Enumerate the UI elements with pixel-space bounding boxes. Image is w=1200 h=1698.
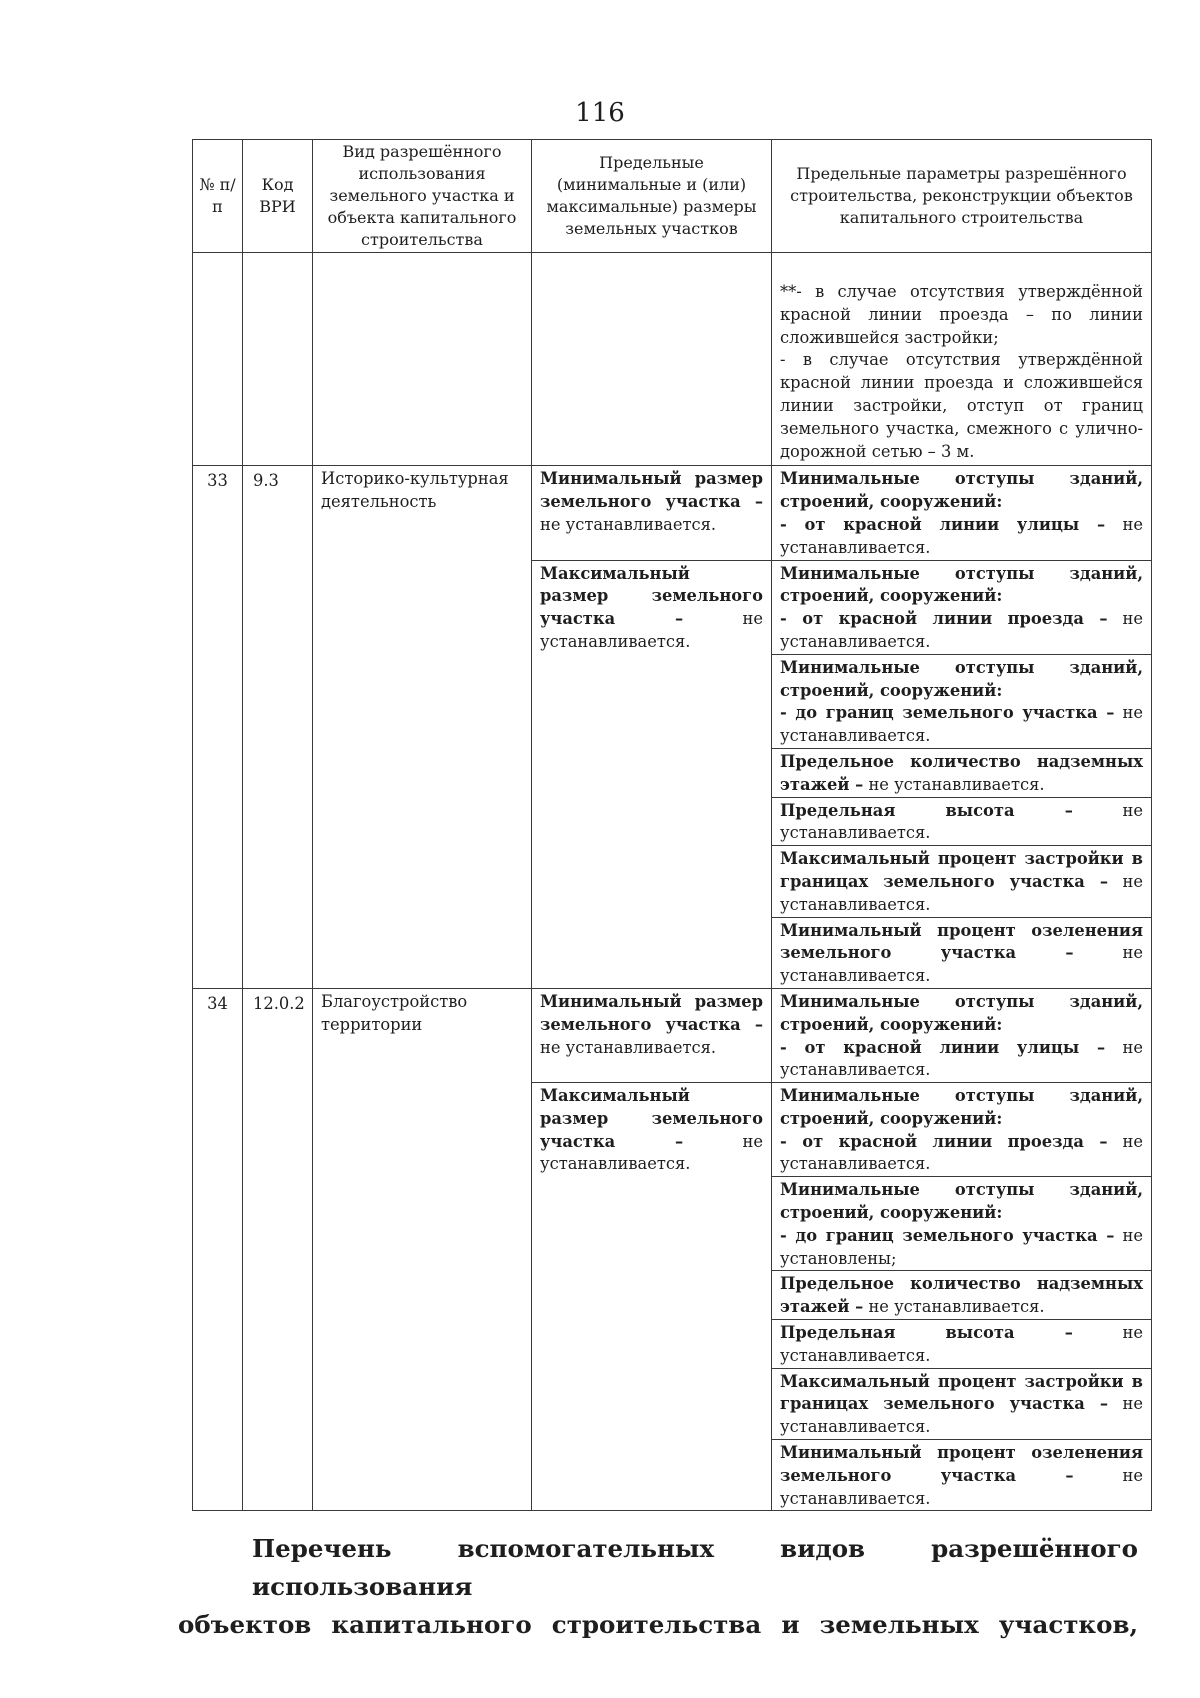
parameter-value: не устанавливается.: [780, 609, 1143, 651]
regulations-table: [192, 139, 1152, 1511]
parameter-label: Предельное количество надземных этажей –: [780, 751, 1143, 794]
size-limit-label: Максимальный размер земельного участка –: [540, 1086, 763, 1151]
parameter-label: Максимальный процент застройки в границах земельного участка –: [780, 1371, 1143, 1414]
parameter-value: не устанавливается.: [780, 871, 1143, 914]
parameter-value: не устанавливается.: [780, 514, 1143, 557]
parameter-cell: [772, 1320, 1152, 1369]
size-limit-label: Минимальный размер земельного участка –: [540, 469, 763, 512]
parameter-label: Минимальные отступы зданий, строений, сооружений: - от красной линии улицы –: [780, 991, 1143, 1057]
parameter-value: не устанавливается.: [868, 1297, 1045, 1317]
section-heading-line-2: объектов капитального строительства и земельных участков,: [178, 1610, 1138, 1639]
parameter-cell: [772, 1368, 1152, 1439]
page-number: 116: [575, 98, 625, 128]
parameter-cell: [772, 1440, 1152, 1511]
row-number: 34: [193, 988, 243, 1511]
size-limit-value: не устанавливается.: [540, 514, 717, 534]
parameter-value: не устанавливается.: [780, 1037, 1143, 1080]
size-limit-cell: [532, 466, 772, 560]
section-heading: [178, 1530, 1138, 1644]
parameter-label: Минимальные отступы зданий, строений, сооружений: - от красной линии улицы –: [780, 469, 1143, 534]
header-sizes: Предельные (минимальные и (или) максимальные) размеры земельных участков: [532, 140, 772, 253]
parameter-cell: [772, 988, 1152, 1082]
parameter-label: Минимальные отступы зданий, строений, сооружений: - от красной линии проезда –: [780, 1086, 1143, 1151]
parameter-cell: [772, 654, 1152, 748]
parameter-cell: [772, 748, 1152, 797]
size-limit-value: не устанавливается.: [540, 1131, 763, 1174]
parameter-label: Минимальные отступы зданий, строений, сооружений: - до границ земельного участка –: [780, 1180, 1143, 1245]
parameter-cell: [772, 560, 1152, 654]
table-header-row: [193, 140, 1152, 253]
size-limit-label: Минимальный размер земельного участка –: [540, 991, 763, 1034]
parameter-cell: [772, 1271, 1152, 1320]
header-type: Вид разрешённого использования земельного участка и объекта капитального строительства: [313, 140, 532, 253]
continuation-text: **- в случае отсутствия утверждённой красной линии проезда – по линии сложившейся застройки; - в случае отсутствия утверждённой красной линии проезда и сложившейся линии застройки, отступ от границ земельного участка, смежного с улично-дорожной сетью – 3 м.: [772, 253, 1152, 466]
continuation-row: [193, 253, 1152, 466]
parameter-cell: [772, 466, 1152, 560]
size-limit-value: не устанавливается.: [540, 1037, 717, 1057]
parameter-label: Максимальный процент застройки в границах земельного участка –: [780, 849, 1143, 891]
table-row: [193, 466, 1152, 560]
size-limit-cell: [532, 1083, 772, 1511]
header-code: Код ВРИ: [243, 140, 313, 253]
size-limit-cell: [532, 560, 772, 988]
parameter-label: Минимальный процент озеленения земельного участка –: [780, 920, 1143, 963]
header-params: Предельные параметры разрешённого строительства, реконструкции объектов капитального строительства: [772, 140, 1152, 253]
parameter-value: не устанавливается.: [780, 703, 1143, 746]
parameter-value: не устанавливается.: [780, 943, 1143, 986]
parameter-cell: [772, 797, 1152, 846]
parameter-label: Предельная высота –: [780, 1323, 1073, 1343]
parameter-value: не устанавливается.: [780, 800, 1143, 843]
row-use-name: Историко-культурная деятельность: [313, 466, 532, 989]
row-code: 9.3: [243, 466, 313, 989]
parameter-label: Минимальный процент озеленения земельного участка –: [780, 1443, 1143, 1485]
size-limit-cell: [532, 988, 772, 1082]
parameter-cell: [772, 917, 1152, 988]
parameter-value: не устанавливается.: [868, 774, 1045, 794]
table-row: [193, 988, 1152, 1082]
parameter-value: не устанавливается.: [780, 1131, 1143, 1174]
parameter-label: Предельная высота –: [780, 800, 1073, 820]
header-num: № п/п: [193, 140, 243, 253]
section-heading-line-1: Перечень вспомогательных видов разрешённого использования: [252, 1534, 1138, 1601]
parameter-value: не устанавливается.: [780, 1465, 1143, 1508]
size-limit-value: не устанавливается.: [540, 609, 763, 651]
parameter-value: не установлены;: [780, 1225, 1143, 1268]
parameter-cell: [772, 846, 1152, 917]
row-number: 33: [193, 466, 243, 989]
parameter-value: не устанавливается.: [780, 1323, 1143, 1365]
row-code: 12.0.2: [243, 988, 313, 1511]
parameter-label: Предельное количество надземных этажей –: [780, 1274, 1143, 1317]
parameter-label: Минимальные отступы зданий, строений, сооружений: - до границ земельного участка –: [780, 657, 1143, 723]
row-use-name: Благоустройство территории: [313, 988, 532, 1511]
parameter-label: Минимальные отступы зданий, строений, сооружений: - от красной линии проезда –: [780, 563, 1143, 629]
parameter-cell: [772, 1083, 1152, 1177]
size-limit-label: Максимальный размер земельного участка –: [540, 563, 763, 629]
parameter-value: не устанавливается.: [780, 1394, 1143, 1437]
parameter-cell: [772, 1177, 1152, 1271]
